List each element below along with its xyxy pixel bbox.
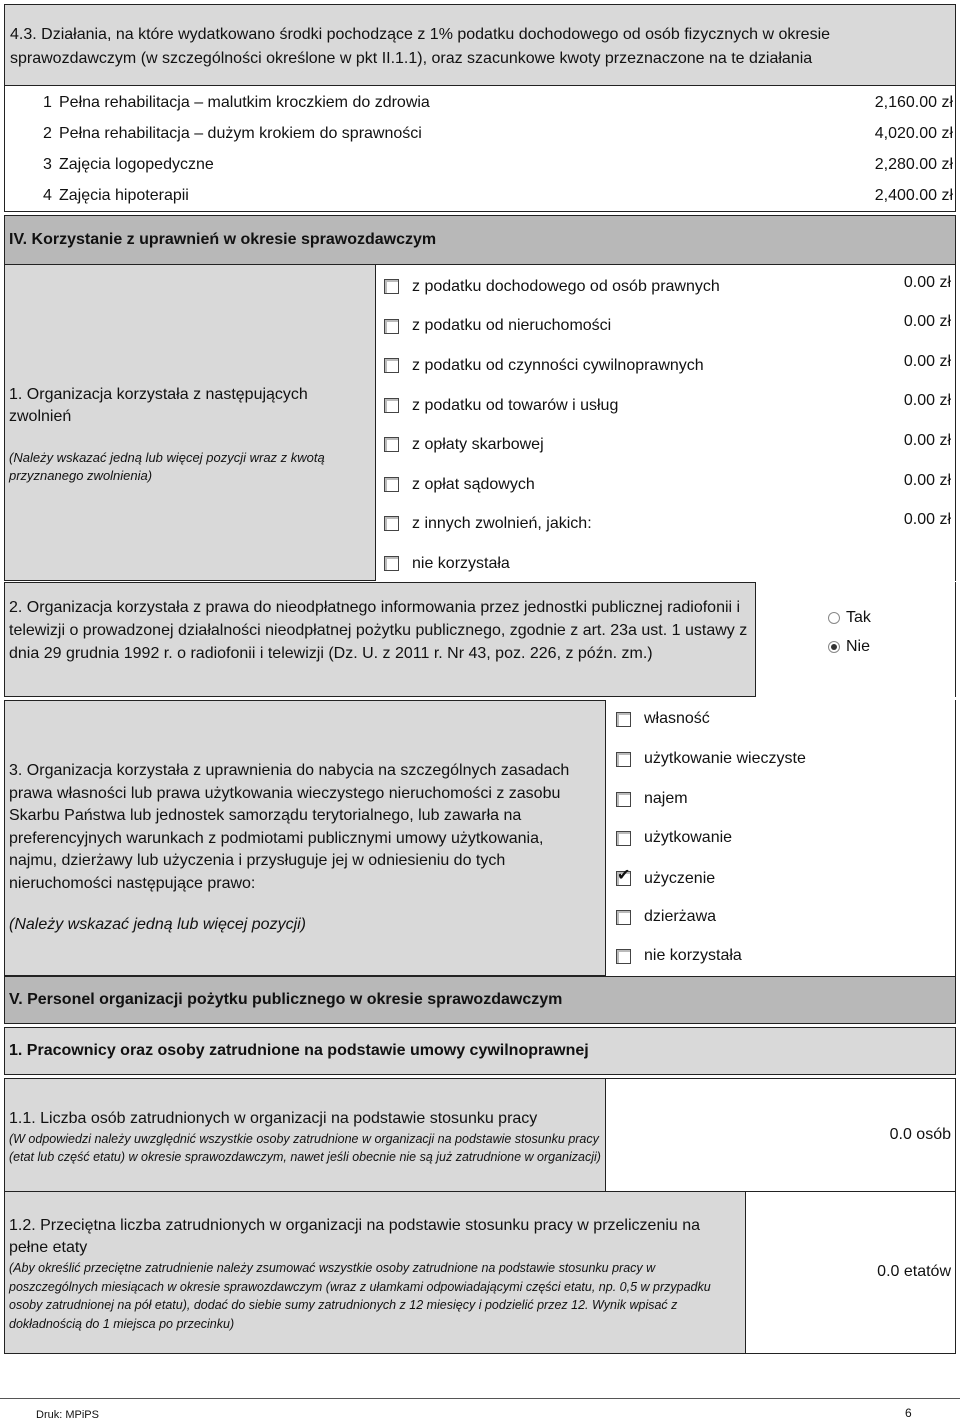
q11-value-cell: [606, 1078, 956, 1192]
q1-options-cell: [376, 265, 956, 581]
activity-row: [5, 88, 955, 119]
q1-label: 1. Organizacja korzystała z następujących zwolnień: [9, 386, 308, 425]
q2-label: 2. Organizacja korzystała z prawa do nieodpłatnego informowania przez jednostki publicznej radiofonii i telewizji o prowadzonej działalności nieodpłatnej pożytku publicznego, zgodnie z art. 23a ust. 1 ustawy z dnia 29 grudnia 1992 r. o radiofonii i telewizji (Dz. U. z 2011 r. Nr 43, poz. 226, z późn. zm.): [9, 599, 748, 662]
activity-label: Pełna rehabilitacja – dużym krokiem do sprawności: [59, 125, 422, 142]
q12-label-cell: [4, 1192, 746, 1354]
q12-value-cell: [746, 1192, 956, 1354]
q3-options-cell: [606, 700, 956, 976]
footer-page-number: 6: [905, 1406, 912, 1420]
exemption-amount[interactable]: 0.00 zł: [903, 472, 951, 489]
activity-row: [5, 119, 955, 150]
right-checkbox[interactable]: [616, 949, 631, 964]
right-checkbox[interactable]: [616, 752, 631, 767]
q3-label-cell: [4, 700, 606, 976]
not-used-checkbox[interactable]: [384, 556, 399, 571]
exemption-amount[interactable]: 0.00 zł: [903, 432, 951, 449]
activity-number: 1: [43, 94, 52, 111]
right-checkbox[interactable]: [616, 831, 631, 846]
radio-no-label: Nie: [846, 638, 871, 655]
not-used-label: nie korzystała: [412, 555, 510, 572]
section-iv-heading: IV. Korzystanie z uprawnień w okresie sprawozdawczym: [9, 231, 437, 248]
right-label: użytkowanie wieczyste: [644, 750, 806, 767]
activity-amount[interactable]: 4,020.00 zł: [874, 125, 953, 142]
section-v-heading: V. Personel organizacji pożytku publicznego w okresie sprawozdawczym: [9, 991, 563, 1008]
activity-label: Pełna rehabilitacja – malutkim kroczkiem do zdrowia: [59, 94, 430, 111]
footer-divider: [0, 1398, 960, 1399]
exemption-label: z podatku dochodowego od osób prawnych: [412, 278, 720, 295]
exemption-checkbox[interactable]: [384, 358, 399, 373]
exemption-amount[interactable]: 0.00 zł: [903, 353, 951, 370]
activity-row: [5, 150, 955, 181]
exemption-checkbox[interactable]: [384, 437, 399, 452]
exemption-amount[interactable]: 0.00 zł: [903, 274, 951, 291]
exemption-checkbox[interactable]: [384, 398, 399, 413]
exemption-amount[interactable]: 0.00 zł: [903, 511, 951, 528]
q11-label: 1.1. Liczba osób zatrudnionych w organizacji na podstawie stosunku pracy: [9, 1110, 538, 1127]
right-label: nie korzystała: [644, 947, 742, 964]
exemption-amount[interactable]: 0.00 zł: [903, 392, 951, 409]
exemption-amount[interactable]: 0.00 zł: [903, 313, 951, 330]
q2-label-cell: [4, 582, 756, 697]
exemption-label: z podatku od nieruchomości: [412, 317, 612, 334]
section-43-heading: 4.3. Działania, na które wydatkowano środki pochodzące z 1% podatku dochodowego od osób fizycznych w okresie sprawozdawczym (w szczególności określone w pkt II.1.1), oraz szacunkowe kwoty przeznaczone na te działania: [10, 26, 831, 67]
right-checkbox-checked[interactable]: [616, 867, 631, 886]
exemption-label: z opłat sądowych: [412, 476, 535, 493]
exemption-checkbox[interactable]: [384, 516, 399, 531]
radio-yes-label: Tak: [846, 609, 871, 626]
activity-number: 2: [43, 125, 52, 142]
right-label: użyczenie: [644, 870, 716, 887]
q3-hint: (Należy wskazać jedną lub więcej pozycji): [9, 916, 307, 933]
section-v-header: [4, 976, 956, 1024]
activity-number: 3: [43, 156, 52, 173]
exemption-label: z podatku od towarów i usług: [412, 397, 619, 414]
right-checkbox[interactable]: [616, 910, 631, 925]
right-label: własność: [644, 710, 710, 727]
exemption-label: z opłaty skarbowej: [412, 436, 544, 453]
section-v-sub1: [4, 1027, 956, 1075]
q3-label: 3. Organizacja korzystała z uprawnienia do nabycia na szczególnych zasadach prawa własności lub prawa użytkowania wieczystego nieruchomości z zasobu Skarbu Państwa lub jednostek samorządu terytorialnego, lub zawarła na preferencyjnych warunkach z podmiotami publicznymi umowy użytkowania, najmu, dzierżawy lub użyczenia i przysługuje jej w odniesieniu do tych nieruchomości następujące prawo:: [9, 762, 570, 892]
checkmark-icon: ✔: [617, 867, 631, 884]
q12-hint: (Aby określić przeciętne zatrudnienie należy zsumować wszystkie osoby zatrudnione na podstawie stosunku pracy w poszczególnych miesiącach w okresie sprawozdawczym (wraz z ułamkami odpowiadającymi części etatu, np. 0,5 w przypadku osoby zatrudnionej na pół etatu), dodać do siebie sumy zatrudnionych z 12 miesięcy i podzielić przez 12. Wynik wpisać z dokładnością do 1 miejsca po przecinku): [9, 1261, 711, 1331]
activity-amount[interactable]: 2,400.00 zł: [874, 187, 953, 204]
right-label: najem: [644, 790, 688, 807]
section-43-table: [4, 86, 956, 212]
q1-label-cell: [4, 265, 376, 581]
q1-hint: (Należy wskazać jedną lub więcej pozycji wraz z kwotą przyznanego zwolnienia): [9, 450, 325, 483]
q12-label: 1.2. Przeciętna liczba zatrudnionych w organizacji na podstawie stosunku pracy w przeliczeniu na pełne etaty: [9, 1217, 701, 1256]
activity-number: 4: [43, 187, 52, 204]
activity-amount[interactable]: 2,160.00 zł: [874, 94, 953, 111]
right-label: użytkowanie: [644, 829, 733, 846]
footer-print-label: Druk: MPiPS: [36, 1409, 99, 1421]
q11-label-cell: [4, 1078, 606, 1192]
q11-hint: (W odpowiedzi należy uwzględnić wszystkie osoby zatrudnione w organizacji na podstawie stosunku pracy (etat lub część etatu) w okresie sprawozdawczym, nawet jeśli obecnie nie są już zatrudnione w organizacji): [9, 1132, 601, 1164]
section-v-sub1-heading: 1. Pracownicy oraz osoby zatrudnione na podstawie umowy cywilnoprawnej: [9, 1042, 589, 1059]
section-43-header: [4, 4, 956, 86]
radio-no[interactable]: [828, 641, 840, 653]
q12-value[interactable]: 0.0 etatów: [877, 1263, 951, 1280]
exemption-label: z innych zwolnień, jakich:: [412, 515, 592, 532]
exemption-checkbox[interactable]: [384, 319, 399, 334]
exemption-checkbox[interactable]: [384, 279, 399, 294]
activity-row: [5, 181, 955, 212]
exemption-label: z podatku od czynności cywilnoprawnych: [412, 357, 704, 374]
section-iv-header: [4, 215, 956, 265]
exemption-checkbox[interactable]: [384, 477, 399, 492]
activity-amount[interactable]: 2,280.00 zł: [874, 156, 953, 173]
right-checkbox[interactable]: [616, 792, 631, 807]
activity-label: Zajęcia hipoterapii: [59, 187, 189, 204]
radio-yes[interactable]: [828, 612, 840, 624]
q2-radio-cell: [756, 582, 956, 697]
right-label: dzierżawa: [644, 908, 717, 925]
q11-value[interactable]: 0.0 osób: [889, 1126, 951, 1143]
activity-label: Zajęcia logopedyczne: [59, 156, 214, 173]
right-checkbox[interactable]: [616, 712, 631, 727]
